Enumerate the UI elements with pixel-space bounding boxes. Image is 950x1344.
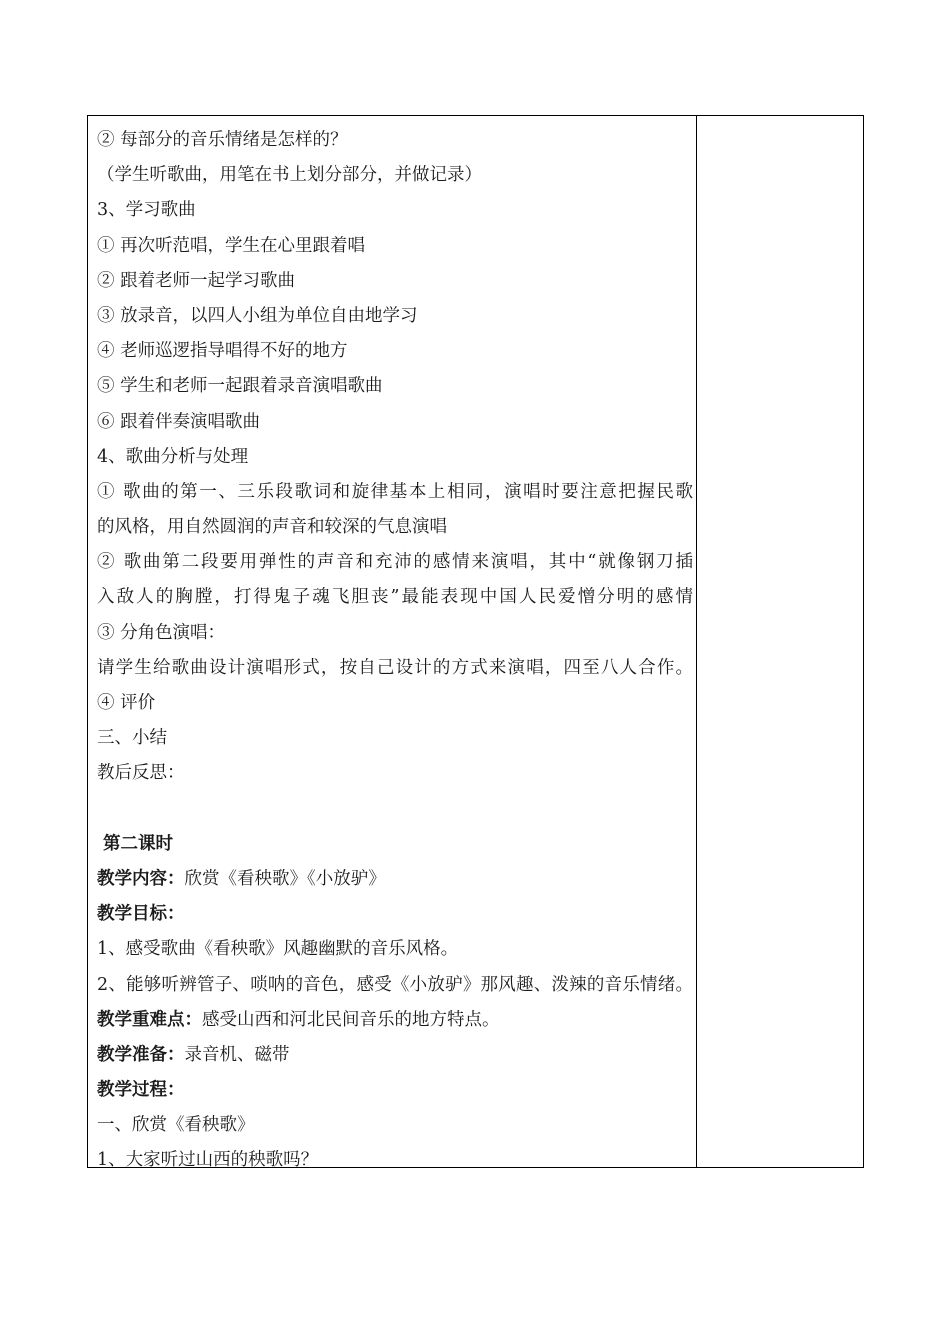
process-step: 一、欣赏《看秧歌》 — [97, 1115, 255, 1136]
text-line: ④ 老师巡逻指导唱得不好的地方 — [97, 341, 348, 362]
text-line: ② 每部分的音乐情绪是怎样的？ — [97, 130, 348, 150]
key-points-value: 感受山西和河北民间音乐的地方特点。 — [202, 1009, 500, 1030]
process-step: 1、大家听过山西的秧歌吗？ — [97, 1150, 319, 1171]
text-line: ① 歌曲的第一、三乐段歌词和旋律基本上相同，演唱时要注意把握民歌 — [97, 481, 693, 502]
main-column — [97, 123, 693, 1179]
text-line: 3、学习歌曲 — [97, 200, 196, 221]
goal-item: 2、能够听辨管子、唢呐的音色，感受《小放驴》那风趣、泼辣的音乐情绪。 — [97, 974, 693, 995]
text-line: 教后反思： — [97, 763, 185, 784]
text-line: ② 歌曲第二段要用弹性的声音和充沛的感情来演唱，其中“就像钢刀插 — [97, 552, 693, 573]
content-label: 教学内容： — [97, 868, 185, 889]
text-line: 入敌人的胸膛，打得鬼子魂飞胆丧”最能表现中国人民爱憎分明的感情 — [97, 587, 693, 608]
preparation-value: 录音机、磁带 — [184, 1044, 290, 1065]
column-divider — [696, 116, 697, 1167]
text-line: 三、小结 — [97, 728, 167, 749]
preparation-row — [97, 1038, 693, 1073]
goals-label: 教学目标： — [97, 904, 185, 925]
notes-column — [698, 116, 863, 1167]
content-value: 欣赏《看秧歌》《小放驴》 — [184, 868, 386, 889]
blank-line — [97, 792, 693, 827]
text-line: （学生听歌曲，用笔在书上划分部分，并做记录） — [97, 165, 482, 186]
key-points-label: 教学重难点： — [97, 1009, 202, 1030]
goal-item: 1、感受歌曲《看秧歌》风趣幽默的音乐风格。 — [97, 939, 459, 960]
text-line: ① 再次听范唱，学生在心里跟着唱 — [97, 235, 366, 256]
text-line: ③ 分角色演唱： — [97, 622, 226, 643]
text-line: ⑥ 跟着伴奏演唱歌曲 — [97, 411, 261, 432]
content-row — [97, 862, 693, 897]
preparation-label: 教学准备： — [97, 1044, 185, 1065]
text-line: ② 跟着老师一起学习歌曲 — [97, 270, 296, 291]
text-line: 4、歌曲分析与处理 — [97, 446, 249, 467]
text-line: 的风格，用自然圆润的声音和较深的气息演唱 — [97, 517, 447, 538]
text-line: ③ 放录音，以四人小组为单位自由地学习 — [97, 305, 418, 326]
lesson-plan-table — [87, 115, 864, 1171]
text-line: ⑤ 学生和老师一起跟着录音演唱歌曲 — [97, 376, 383, 397]
text-line: 请学生给歌曲设计演唱形式，按自己设计的方式来演唱，四至八人合作。 — [97, 657, 693, 678]
lesson-title: 第二课时 — [103, 833, 173, 854]
key-points-row — [97, 1003, 693, 1038]
text-line: ④ 评价 — [97, 693, 156, 713]
process-label: 教学过程： — [97, 1080, 185, 1101]
